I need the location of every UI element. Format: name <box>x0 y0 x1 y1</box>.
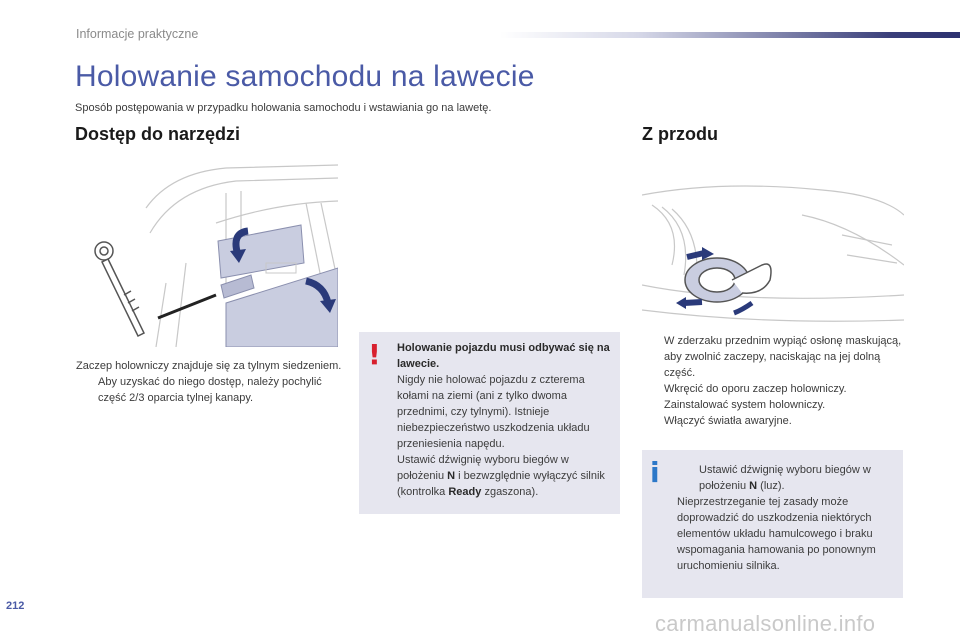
list-item <box>677 462 899 494</box>
list-item <box>643 397 913 413</box>
list-item-text: Ustawić dźwignię wyboru biegów w położeniu N (luz). <box>699 464 871 492</box>
heading-front: Z przodu <box>642 124 718 144</box>
list-item-text: Zainstalować system holowniczy. <box>664 399 826 411</box>
list-item-text: Włączyć światła awaryjne. <box>664 415 792 427</box>
page-subtitle: Sposób postępowania w przypadku holowania samochodu i wstawiania go na lawetę. <box>75 102 492 114</box>
page-title: Holowanie samochodu na lawecie <box>75 60 535 93</box>
list-item-text: Wkręcić do oporu zaczep holowniczy. <box>664 383 847 395</box>
warning-title: Holowanie pojazdu musi odbywać się na lawecie. <box>397 342 610 370</box>
list-item <box>76 374 346 406</box>
warning-icon: ! <box>368 338 381 371</box>
info-paragraph: Nieprzestrzeganie tej zasady może doprowadzić do uszkodzenia niektórych elementów układu hamulcowego i braku wspomagania hamowania po ponownym uruchomieniu silnika. <box>677 496 876 572</box>
list-item <box>643 333 913 381</box>
warning-line-2: Ustawić dźwignię wyboru biegów w położeniu N i bezwzględnie wyłączyć silnik (kontrolka Ready zgaszona). <box>397 454 605 498</box>
list-item-text: Aby uzyskać do niego dostęp, należy pochylić część 2/3 oparcia tylnej kanapy. <box>98 376 322 404</box>
page-number: 212 <box>6 600 25 612</box>
info-text <box>677 462 899 574</box>
rear-seat-illustration <box>76 163 338 347</box>
info-icon: i <box>650 456 660 489</box>
list-item <box>643 381 913 397</box>
front-bumper-illustration <box>642 185 904 328</box>
list-item <box>643 413 913 429</box>
list-item-text: W zderzaku przednim wypiąć osłonę maskującą, aby zwolnić zaczepy, naciskając na jej dolną część. <box>664 335 902 379</box>
section-label: Informacje praktyczne <box>76 27 199 41</box>
tools-access-text <box>76 358 346 406</box>
front-steps-list <box>643 333 913 429</box>
warning-text <box>397 340 612 500</box>
header-bar <box>500 32 960 38</box>
heading-tools-access: Dostęp do narzędzi <box>75 124 241 144</box>
tools-intro: Zaczep holowniczy znajduje się za tylnym siedzeniem. <box>76 360 342 372</box>
watermark: carmanualsonline.info <box>655 611 876 636</box>
warning-line-1: Nigdy nie holować pojazdu z czterema kołami na ziemi (ani z tylko dwoma przednimi, czy tylnymi). Istnieje niebezpieczeństwo uszkodzenia układu przeniesienia napędu. <box>397 374 590 450</box>
